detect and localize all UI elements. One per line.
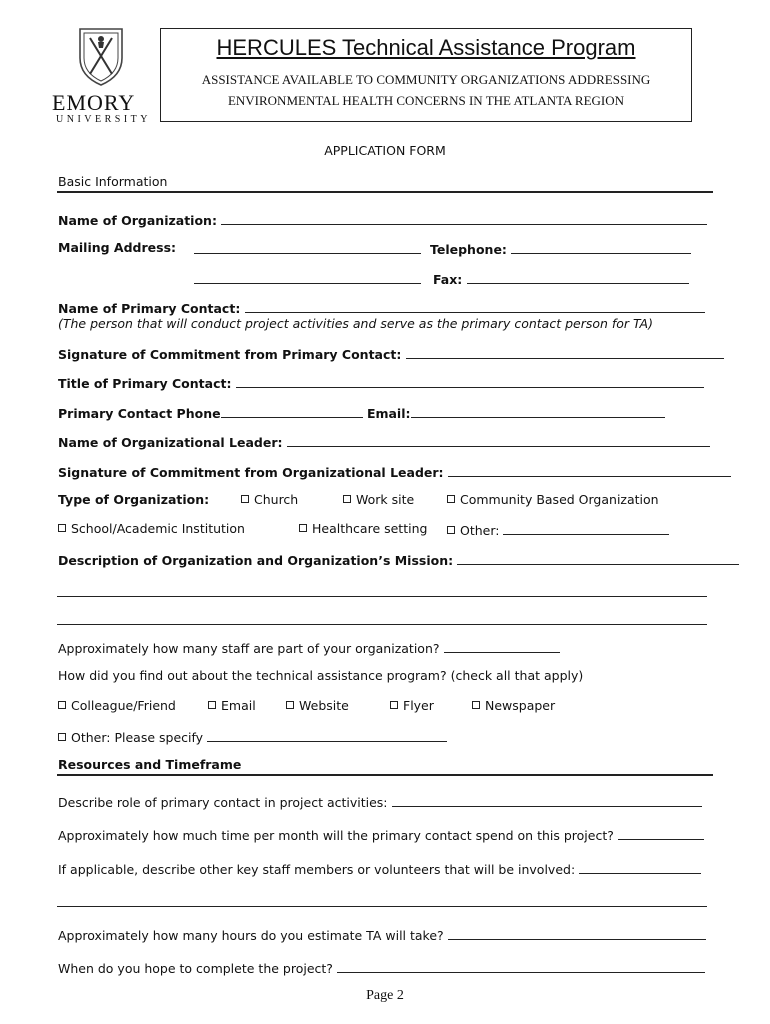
staff-question: Approximately how many staff are part of your organization?: [58, 641, 440, 656]
option-healthcare-label: Healthcare setting: [312, 521, 428, 536]
checkbox-icon: [343, 495, 351, 503]
find-colleague-label: Colleague/Friend: [71, 698, 176, 713]
complete-question: When do you hope to complete the project?: [58, 961, 333, 976]
checkbox-icon: [58, 733, 66, 741]
fax-field[interactable]: [467, 270, 689, 284]
find-flyer-label: Flyer: [403, 698, 434, 713]
title-primary-label: Title of Primary Contact:: [58, 376, 232, 391]
complete-field[interactable]: [337, 959, 705, 973]
find-other-label: Other: Please specify: [71, 730, 204, 745]
org-name-field[interactable]: [221, 211, 707, 225]
email-field[interactable]: [411, 404, 665, 418]
role-question: Describe role of primary contact in project activities:: [58, 795, 388, 810]
org-leader-label: Name of Organizational Leader:: [58, 435, 283, 450]
find-newspaper[interactable]: [472, 698, 555, 713]
program-subtitle: [161, 69, 691, 111]
checkbox-icon: [447, 526, 455, 534]
description-line-2[interactable]: [57, 596, 707, 597]
option-healthcare[interactable]: [299, 521, 427, 536]
option-school[interactable]: [58, 521, 245, 536]
find-email[interactable]: [208, 698, 256, 713]
checkbox-icon: [58, 524, 66, 532]
form-title: APPLICATION FORM: [324, 143, 446, 158]
option-cbo[interactable]: [447, 492, 659, 507]
time-field[interactable]: [618, 826, 704, 840]
find-flyer[interactable]: [390, 698, 434, 713]
option-other[interactable]: [447, 521, 669, 538]
checkbox-icon: [286, 701, 294, 709]
primary-phone-label: Primary Contact Phone: [58, 406, 221, 421]
staff-field[interactable]: [444, 639, 560, 653]
checkbox-icon: [472, 701, 480, 709]
email-label: Email:: [366, 406, 411, 421]
section-rule: [57, 774, 713, 776]
primary-contact-field[interactable]: [245, 299, 705, 313]
find-website[interactable]: [286, 698, 349, 713]
primary-phone-field[interactable]: [221, 404, 363, 418]
telephone-label: Telephone:: [430, 242, 507, 257]
role-field[interactable]: [392, 793, 702, 807]
find-newspaper-label: Newspaper: [485, 698, 556, 713]
title-primary-field[interactable]: [236, 374, 704, 388]
time-question: Approximately how much time per month will the primary contact spend on this project?: [58, 828, 614, 843]
primary-contact-note: (The person that will conduct project activities and serve as the primary contact person for TA): [58, 316, 653, 331]
hours-field[interactable]: [448, 926, 706, 940]
checkbox-icon: [241, 495, 249, 503]
mailing-address-field-2[interactable]: [194, 270, 421, 284]
option-church[interactable]: [241, 492, 298, 507]
option-school-label: School/Academic Institution: [71, 521, 245, 536]
subtitle-line-1: ASSISTANCE AVAILABLE TO COMMUNITY ORGANIZATIONS ADDRESSING: [201, 72, 651, 87]
option-worksite[interactable]: [343, 492, 414, 507]
find-other[interactable]: [58, 728, 447, 745]
staff-other-question: If applicable, describe other key staff members or volunteers that will be involved:: [58, 862, 576, 877]
option-other-label: Other:: [460, 523, 500, 538]
emory-shield-logo: [76, 26, 126, 88]
org-type-label: Type of Organization:: [58, 492, 210, 507]
section-resources: Resources and Timeframe: [58, 757, 242, 772]
option-worksite-label: Work site: [356, 492, 415, 507]
logo-wordmark: EMORY: [52, 90, 136, 115]
program-title: HERCULES Technical Assistance Program: [216, 35, 636, 60]
page-number: Page 2: [366, 988, 404, 1003]
header-box: [160, 28, 692, 122]
hours-question: Approximately how many hours do you estimate TA will take?: [58, 928, 444, 943]
logo-subtext: UNIVERSITY: [56, 114, 151, 125]
find-other-field[interactable]: [207, 728, 447, 742]
find-colleague[interactable]: [58, 698, 176, 713]
option-cbo-label: Community Based Organization: [460, 492, 659, 507]
section-rule: [57, 191, 713, 193]
option-church-label: Church: [254, 492, 299, 507]
signature-primary-label: Signature of Commitment from Primary Contact:: [58, 347, 402, 362]
telephone-field[interactable]: [511, 240, 691, 254]
find-question: How did you find out about the technical assistance program? (check all that apply): [58, 668, 584, 683]
staff-other-field[interactable]: [579, 860, 701, 874]
checkbox-icon: [447, 495, 455, 503]
primary-contact-label: Name of Primary Contact:: [58, 301, 241, 316]
checkbox-icon: [208, 701, 216, 709]
find-email-label: Email: [221, 698, 256, 713]
description-field[interactable]: [457, 551, 739, 565]
find-website-label: Website: [299, 698, 349, 713]
signature-leader-label: Signature of Commitment from Organizational Leader:: [58, 465, 444, 480]
checkbox-icon: [58, 701, 66, 709]
section-basic-information: Basic Information: [58, 174, 168, 189]
option-other-field[interactable]: [503, 521, 669, 535]
description-line-3[interactable]: [57, 624, 707, 625]
fax-label: Fax:: [433, 272, 463, 287]
org-name-label: Name of Organization:: [58, 213, 217, 228]
signature-leader-field[interactable]: [448, 463, 731, 477]
mailing-address-field-1[interactable]: [194, 240, 421, 254]
subtitle-line-2: ENVIRONMENTAL HEALTH CONCERNS IN THE ATLANTA REGION: [227, 93, 625, 108]
description-label: Description of Organization and Organization’s Mission:: [58, 553, 454, 568]
staff-other-line-2[interactable]: [57, 906, 707, 907]
checkbox-icon: [299, 524, 307, 532]
checkbox-icon: [390, 701, 398, 709]
signature-primary-field[interactable]: [406, 345, 724, 359]
org-leader-field[interactable]: [287, 433, 710, 447]
mailing-address-label: Mailing Address:: [58, 240, 177, 255]
